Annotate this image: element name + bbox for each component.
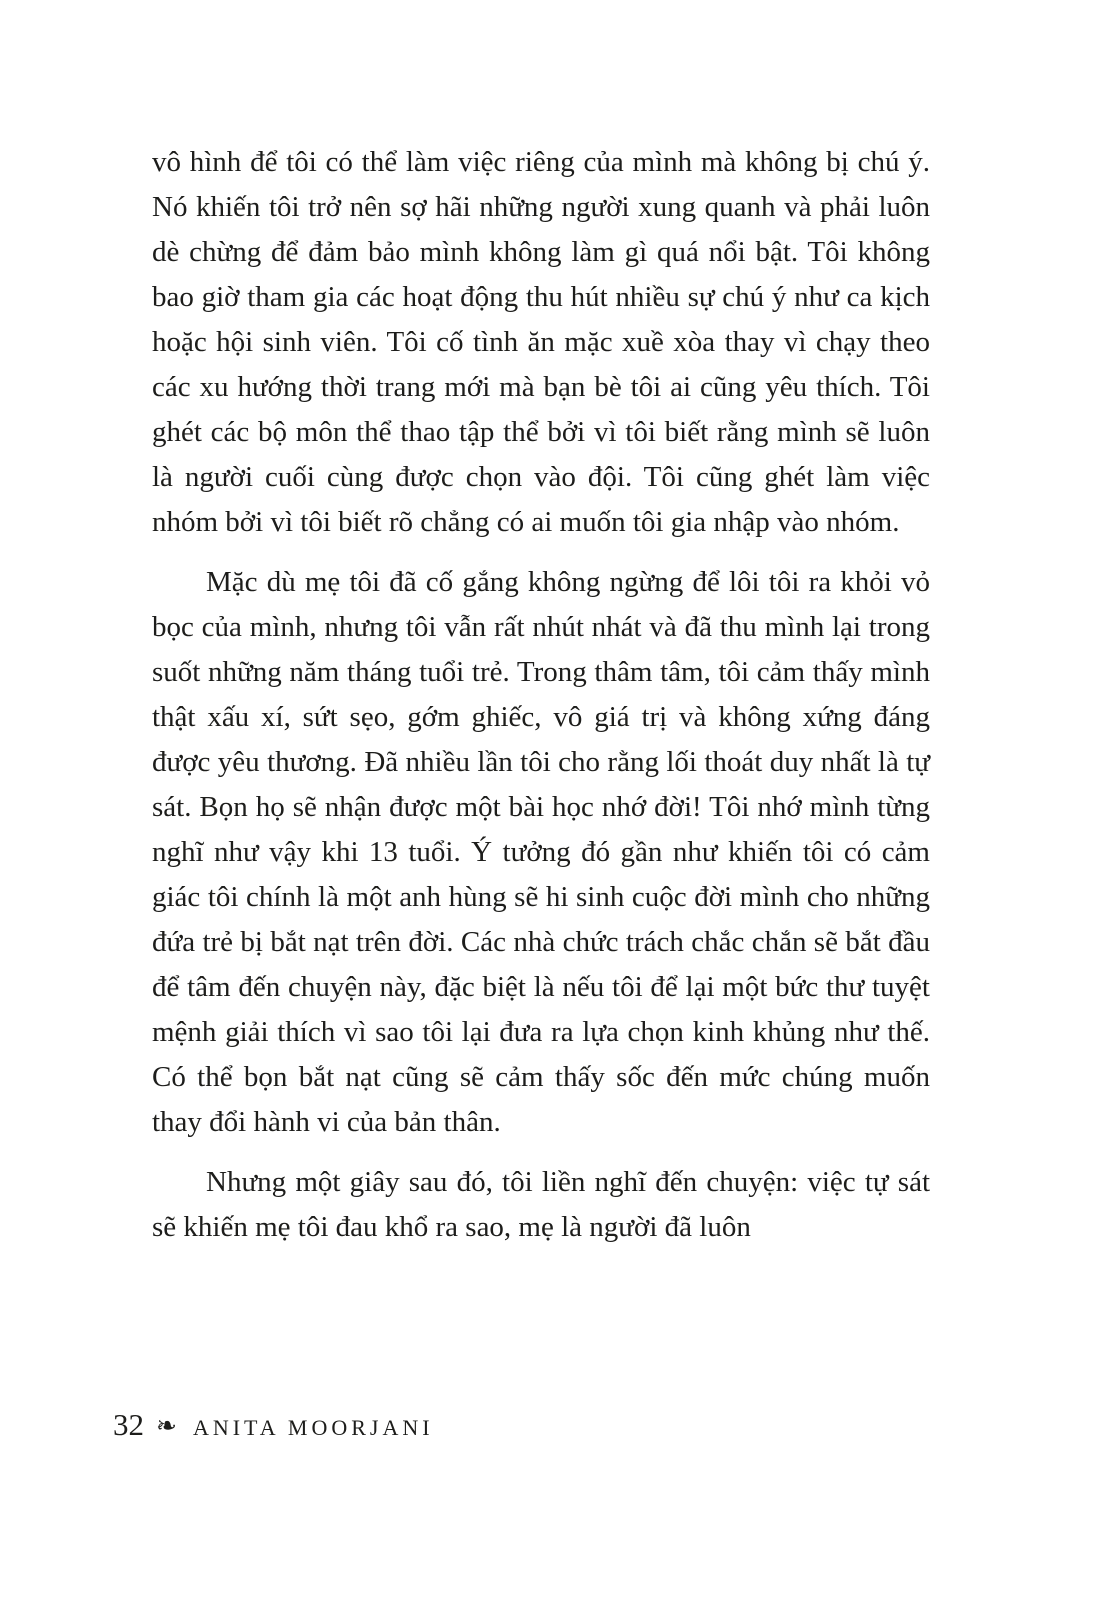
paragraph: Nhưng một giây sau đó, tôi liền nghĩ đến chuyện: việc tự sát sẽ khiến mẹ tôi đau khổ ra sao, mẹ là người đã luôn (152, 1166, 930, 1243)
body-text (152, 140, 930, 1265)
page-footer (113, 1405, 434, 1448)
author-name: ANITA MOORJANI (192, 1415, 434, 1440)
fleuron-icon: ❧ (156, 1413, 177, 1440)
paragraph-continued: vô hình để tôi có thể làm việc riêng của mình mà không bị chú ý. Nó khiến tôi trở nên sợ hãi những người xung quanh và phải luôn dè chừng để đảm bảo mình không làm gì quá nổi bật. Tôi không bao giờ tham gia các hoạt động thu hút nhiều sự chú ý như ca kịch hoặc hội sinh viên. Tôi cố tình ăn mặc xuề xòa thay vì chạy theo các xu hướng thời trang mới mà bạn bè tôi ai cũng yêu thích. Tôi ghét các bộ môn thể thao tập thể bởi vì tôi biết rằng mình sẽ luôn là người cuối cùng được chọn vào đội. Tôi cũng ghét làm việc nhóm bởi vì tôi biết rõ chẳng có ai muốn tôi gia nhập vào nhóm. (152, 146, 930, 538)
page-number: 32 (113, 1407, 144, 1442)
paragraph: Mặc dù mẹ tôi đã cố gắng không ngừng để lôi tôi ra khỏi vỏ bọc của mình, nhưng tôi vẫn rất nhút nhát và đã thu mình lại trong suốt những năm tháng tuổi trẻ. Trong thâm tâm, tôi cảm thấy mình thật xấu xí, sứt sẹo, gớm ghiếc, vô giá trị và không xứng đáng được yêu thương. Đã nhiều lần tôi cho rằng lối thoát duy nhất là tự sát. Bọn họ sẽ nhận được một bài học nhớ đời! Tôi nhớ mình từng nghĩ như vậy khi 13 tuổi. Ý tưởng đó gần như khiến tôi có cảm giác tôi chính là một anh hùng sẽ hi sinh cuộc đời mình cho những đứa trẻ bị bắt nạt trên đời. Các nhà chức trách chắc chắn sẽ bắt đầu để tâm đến chuyện này, đặc biệt là nếu tôi để lại một bức thư tuyệt mệnh giải thích vì sao tôi lại đưa ra lựa chọn kinh khủng như thế. Có thể bọn bắt nạt cũng sẽ cảm thấy sốc đến mức chúng muốn thay đổi hành vi của bản thân. (152, 566, 930, 1138)
